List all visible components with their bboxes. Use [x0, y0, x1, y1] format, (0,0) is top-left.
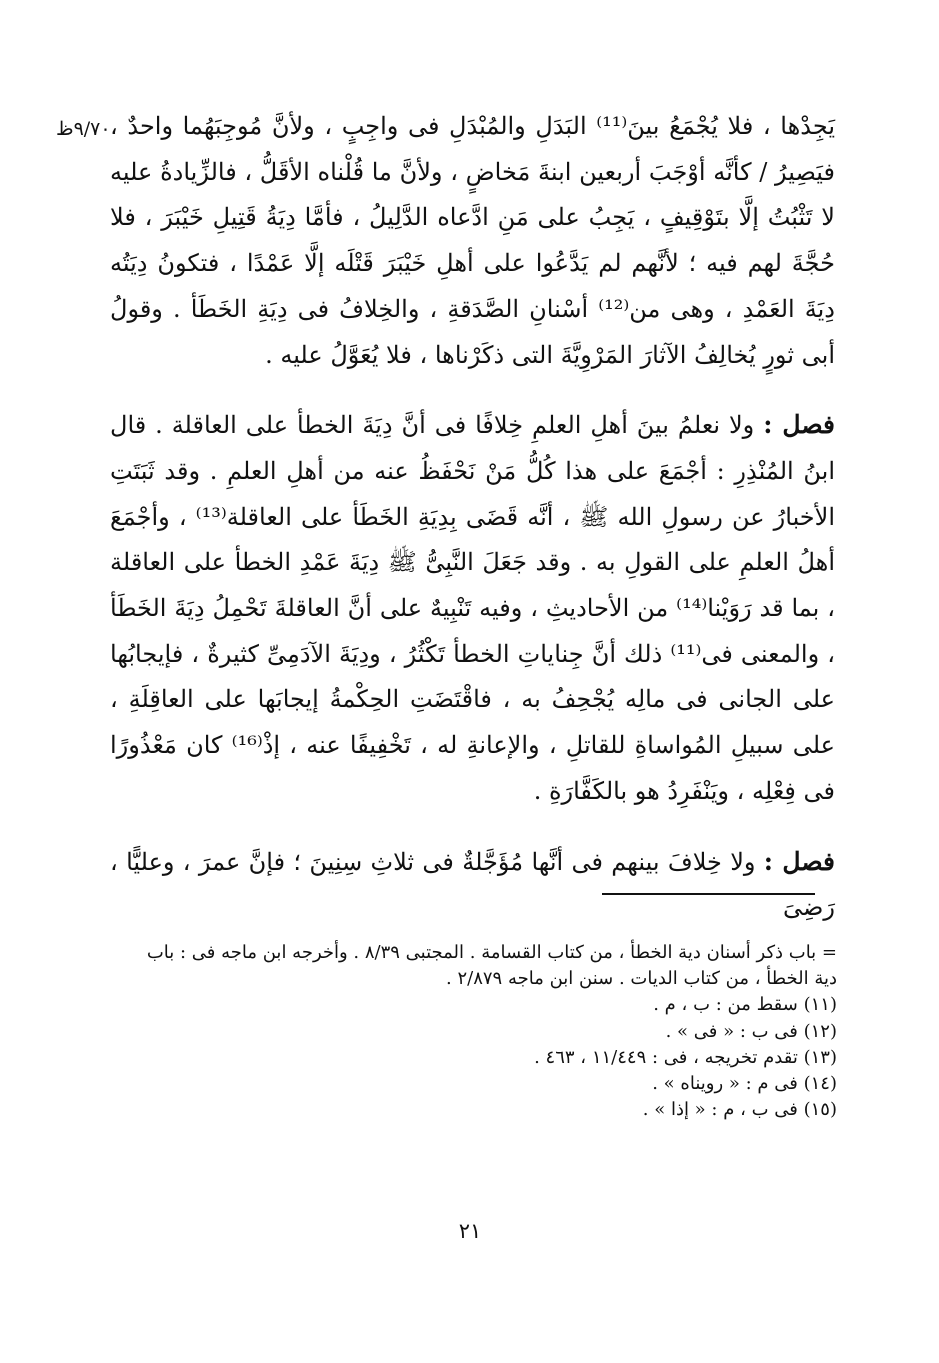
- footnote: = باب ذكر أسنان دية الخطأ ، من كتاب القسامة . المجتبى ٨/٣٩ . وأخرجه ابن ماجه فى : باب دية الخطأ ، من كتاب الديات . سنن ابن ماجه ٢/٨٧٩ .: [146, 942, 837, 990]
- page-number: ٢١: [458, 1219, 482, 1243]
- paragraph-2: [110, 402, 835, 814]
- footnotes: [130, 940, 837, 1123]
- paragraph-1: [110, 104, 835, 378]
- footnote: (١٤) فى م : « رويناه » .: [652, 1073, 837, 1095]
- paragraph-2-text: ولا نعلمُ بينَ أهلِ العلمِ خِلافًا فى أنَّ دِيَةَ الخطأ على العاقلة . قال ابنُ المُنْذِرِ : أجْمَعَ على هذا كُلُّ مَنْ نَحْفَظُ عنه من أهلِ العلمِ . وقد ثَبَتَتِ الأخبارُ عن رسولِ الله ﷺ ، أنَّه قَضَى بِدِيَةِ الخَطَأ على العاقلة⁽¹³⁾ ، وأجْمَعَ أهلُ العلمِ على القولِ به . وقد جَعَلَ النَّبِىُّ ﷺ دِيَةَ عَمْدِ الخطأ على العاقلة ، بما قد رَوَيْنا⁽¹⁴⁾ من الأحاديثِ ، وفيه تَنْبِيهٌ على أنَّ العاقلةَ تَحْمِلُ دِيَةَ الخَطَأ ، والمعنى فى⁽¹¹⁾ ذلك أنَّ جِناياتِ الخطأ تَكْثُرُ ، ودِيَةَ الآدَمِىِّ كثيرةٌ ، فإيجابُها على الجانى فى مالِه يُجْحِفُ به ، فاقْتَضَتِ الحِكْمةُ إيجابَها على العاقِلَةِ ، على سبيلِ المُواساةِ للقاتلِ ، والإعانةِ له ، تَخْفِيفًا عنه ، إذْ⁽¹⁶⁾ كان مَعْذُورًا فى فِعْلِه ، ويَنْفَرِدُ هو بالكَفَّارَةِ .: [110, 411, 836, 805]
- main-text: [110, 104, 835, 931]
- footnote-divider: [602, 893, 815, 895]
- footnote: (١٣) تقدم تخريجه ، فى : ١١/٤٤٩ ، ٤٦٣ .: [534, 1046, 837, 1068]
- paragraph-3-text: ولا خِلافَ بينهم فى أنَّها مُؤَجَّلةٌ فى ثلاثِ سِنِينَ ؛ فإنَّ عمرَ ، وعليًّا ، رَضِىَ: [110, 847, 835, 922]
- section-heading: فصل :: [763, 410, 835, 440]
- paragraph-1-text: يَجِدْها ، فلا يُجْمَعُ بينَ⁽¹¹⁾ البَدَلِ والمُبْدَلِ فى واجِبٍ ، ولأنَّ مُوجِبَهُما واحدٌ ، فيَصِيرُ / كأنَّه أوْجَبَ أربعين ابنةَ مَخاضٍ ، ولأنَّ ما قُلْناه الأقَلُّ ، فالزِّيادةُ عليه لا تَثْبُتُ إلَّا بتَوْقِيفٍ ، يَجِبُ على مَنِ ادَّعاه الدَّلِيلُ ، فأمَّا دِيَةُ قَتِيلِ خَيْبَرَ ، فلا حُجَّةَ لهم فيه ؛ لأنَّهم لم يَدَّعُوا على أهلِ خَيْبَرَ قَتْلَه إلَّا عَمْدًا ، فتكونُ دِيَتُه دِيَةَ العَمْدِ ، وهى من⁽¹²⁾ أسْنانِ الصَّدَقةِ ، والخِلافُ فى دِيَةِ الخَطَأ . وقولُ أبى ثورٍ يُخالِفُ الآثارَ المَرْوِيَّةَ التى ذكَرْناها ، فلا يُعَوَّلُ عليه .: [110, 112, 835, 369]
- footnote: (١٢) فى ب : « فى » .: [665, 1020, 837, 1042]
- footnote: (١٥) فى ب ، م : « إذا » .: [642, 1099, 837, 1121]
- margin-reference: ٩/٧٠ظ: [56, 118, 111, 140]
- section-heading: فصل :: [763, 846, 835, 876]
- footnote: (١١) سقط من : ب ، م .: [653, 994, 837, 1016]
- paragraph-3: [110, 839, 835, 931]
